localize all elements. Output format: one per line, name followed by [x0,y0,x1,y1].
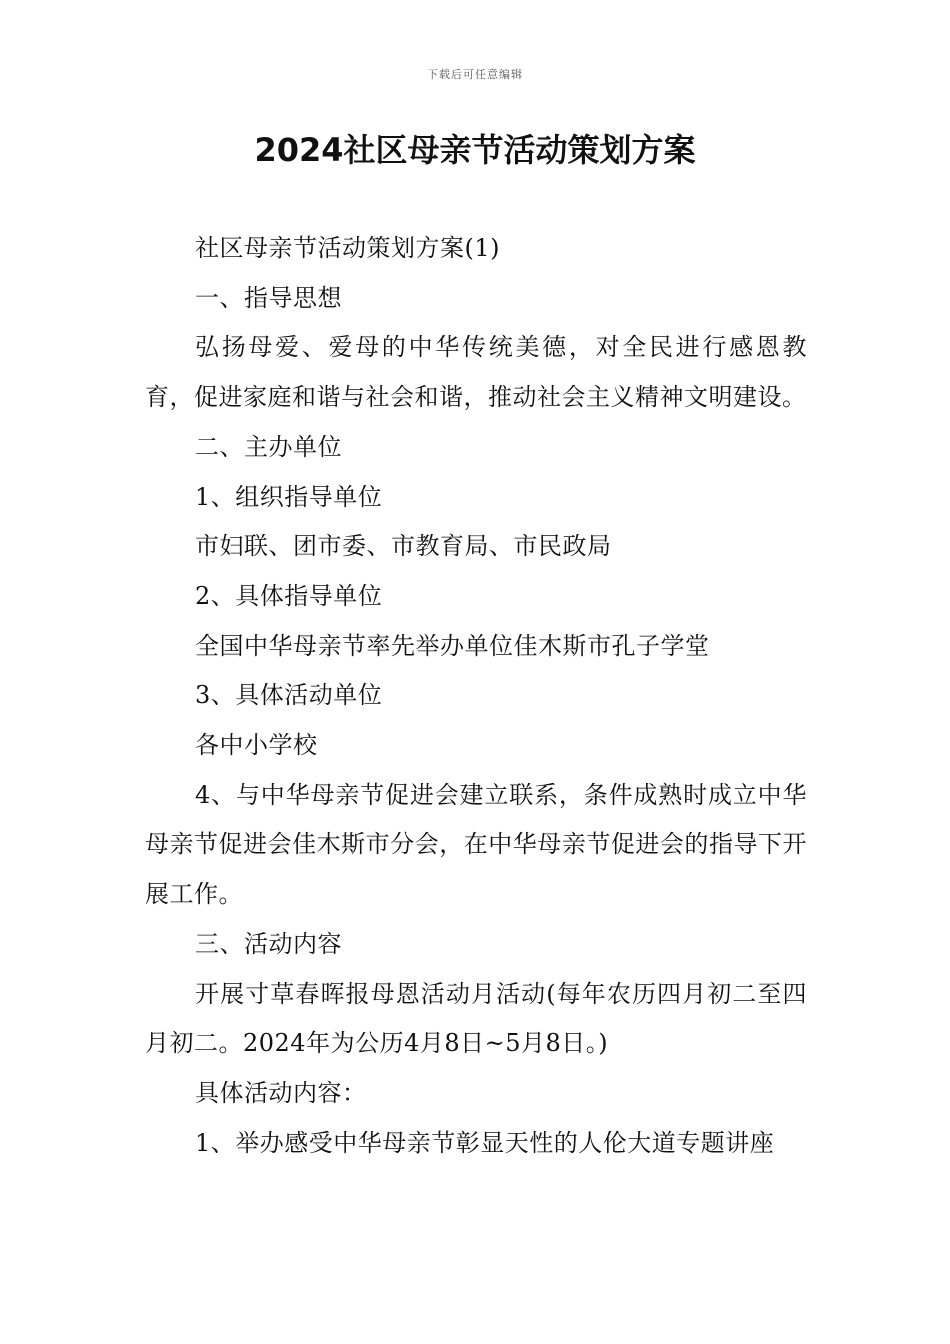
paragraph-activity-details-heading: 具体活动内容： [195,1078,367,1107]
paragraph-plan-subtitle: 社区母亲节活动策划方案(1) [195,234,500,262]
paragraph-promotion-association: 4、与中华母亲节促进会建立联系，条件成熟时成立中华母亲节促进会佳木斯市分会，在中华母亲节促进会的指导下开展工作。 [145,780,807,909]
paragraph-lecture-item: 1、举办感受中华母亲节彰显天性的人伦大道专题讲座 [195,1128,775,1157]
paragraph-section-guiding-thought: 一、指导思想 [195,283,342,312]
paragraph-activity-units: 各中小学校 [195,731,318,760]
header-note: 下载后可任意编辑 [427,68,523,81]
paragraph-org-guidance-heading: 1、组织指导单位 [195,482,383,511]
paragraph-specific-guidance-unit: 全国中华母亲节率先举办单位佳木斯市孔子学堂 [195,631,710,660]
paragraph-specific-guidance-heading: 2、具体指导单位 [195,581,383,610]
paragraph-org-guidance-units: 市妇联、团市委、市教育局、市民政局 [195,532,612,561]
document-body [145,224,807,1168]
paragraph-activity-units-heading: 3、具体活动单位 [195,681,383,710]
paragraph-guiding-thought-text: 弘扬母爱、爱母的中华传统美德，对全民进行感恩教育，促进家庭和谐与社会和谐，推动社会主义精神文明建设。 [145,333,807,412]
paragraph-section-organizers: 二、主办单位 [195,432,342,461]
paragraph-activity-month: 开展寸草春晖报母恩活动月活动(每年农历四月初二至四月初二。2024年为公历4月8日~5月8日。) [145,979,807,1058]
paragraph-section-activity-content: 三、活动内容 [195,929,342,958]
document-title: 2024社区母亲节活动策划方案 [254,131,696,169]
